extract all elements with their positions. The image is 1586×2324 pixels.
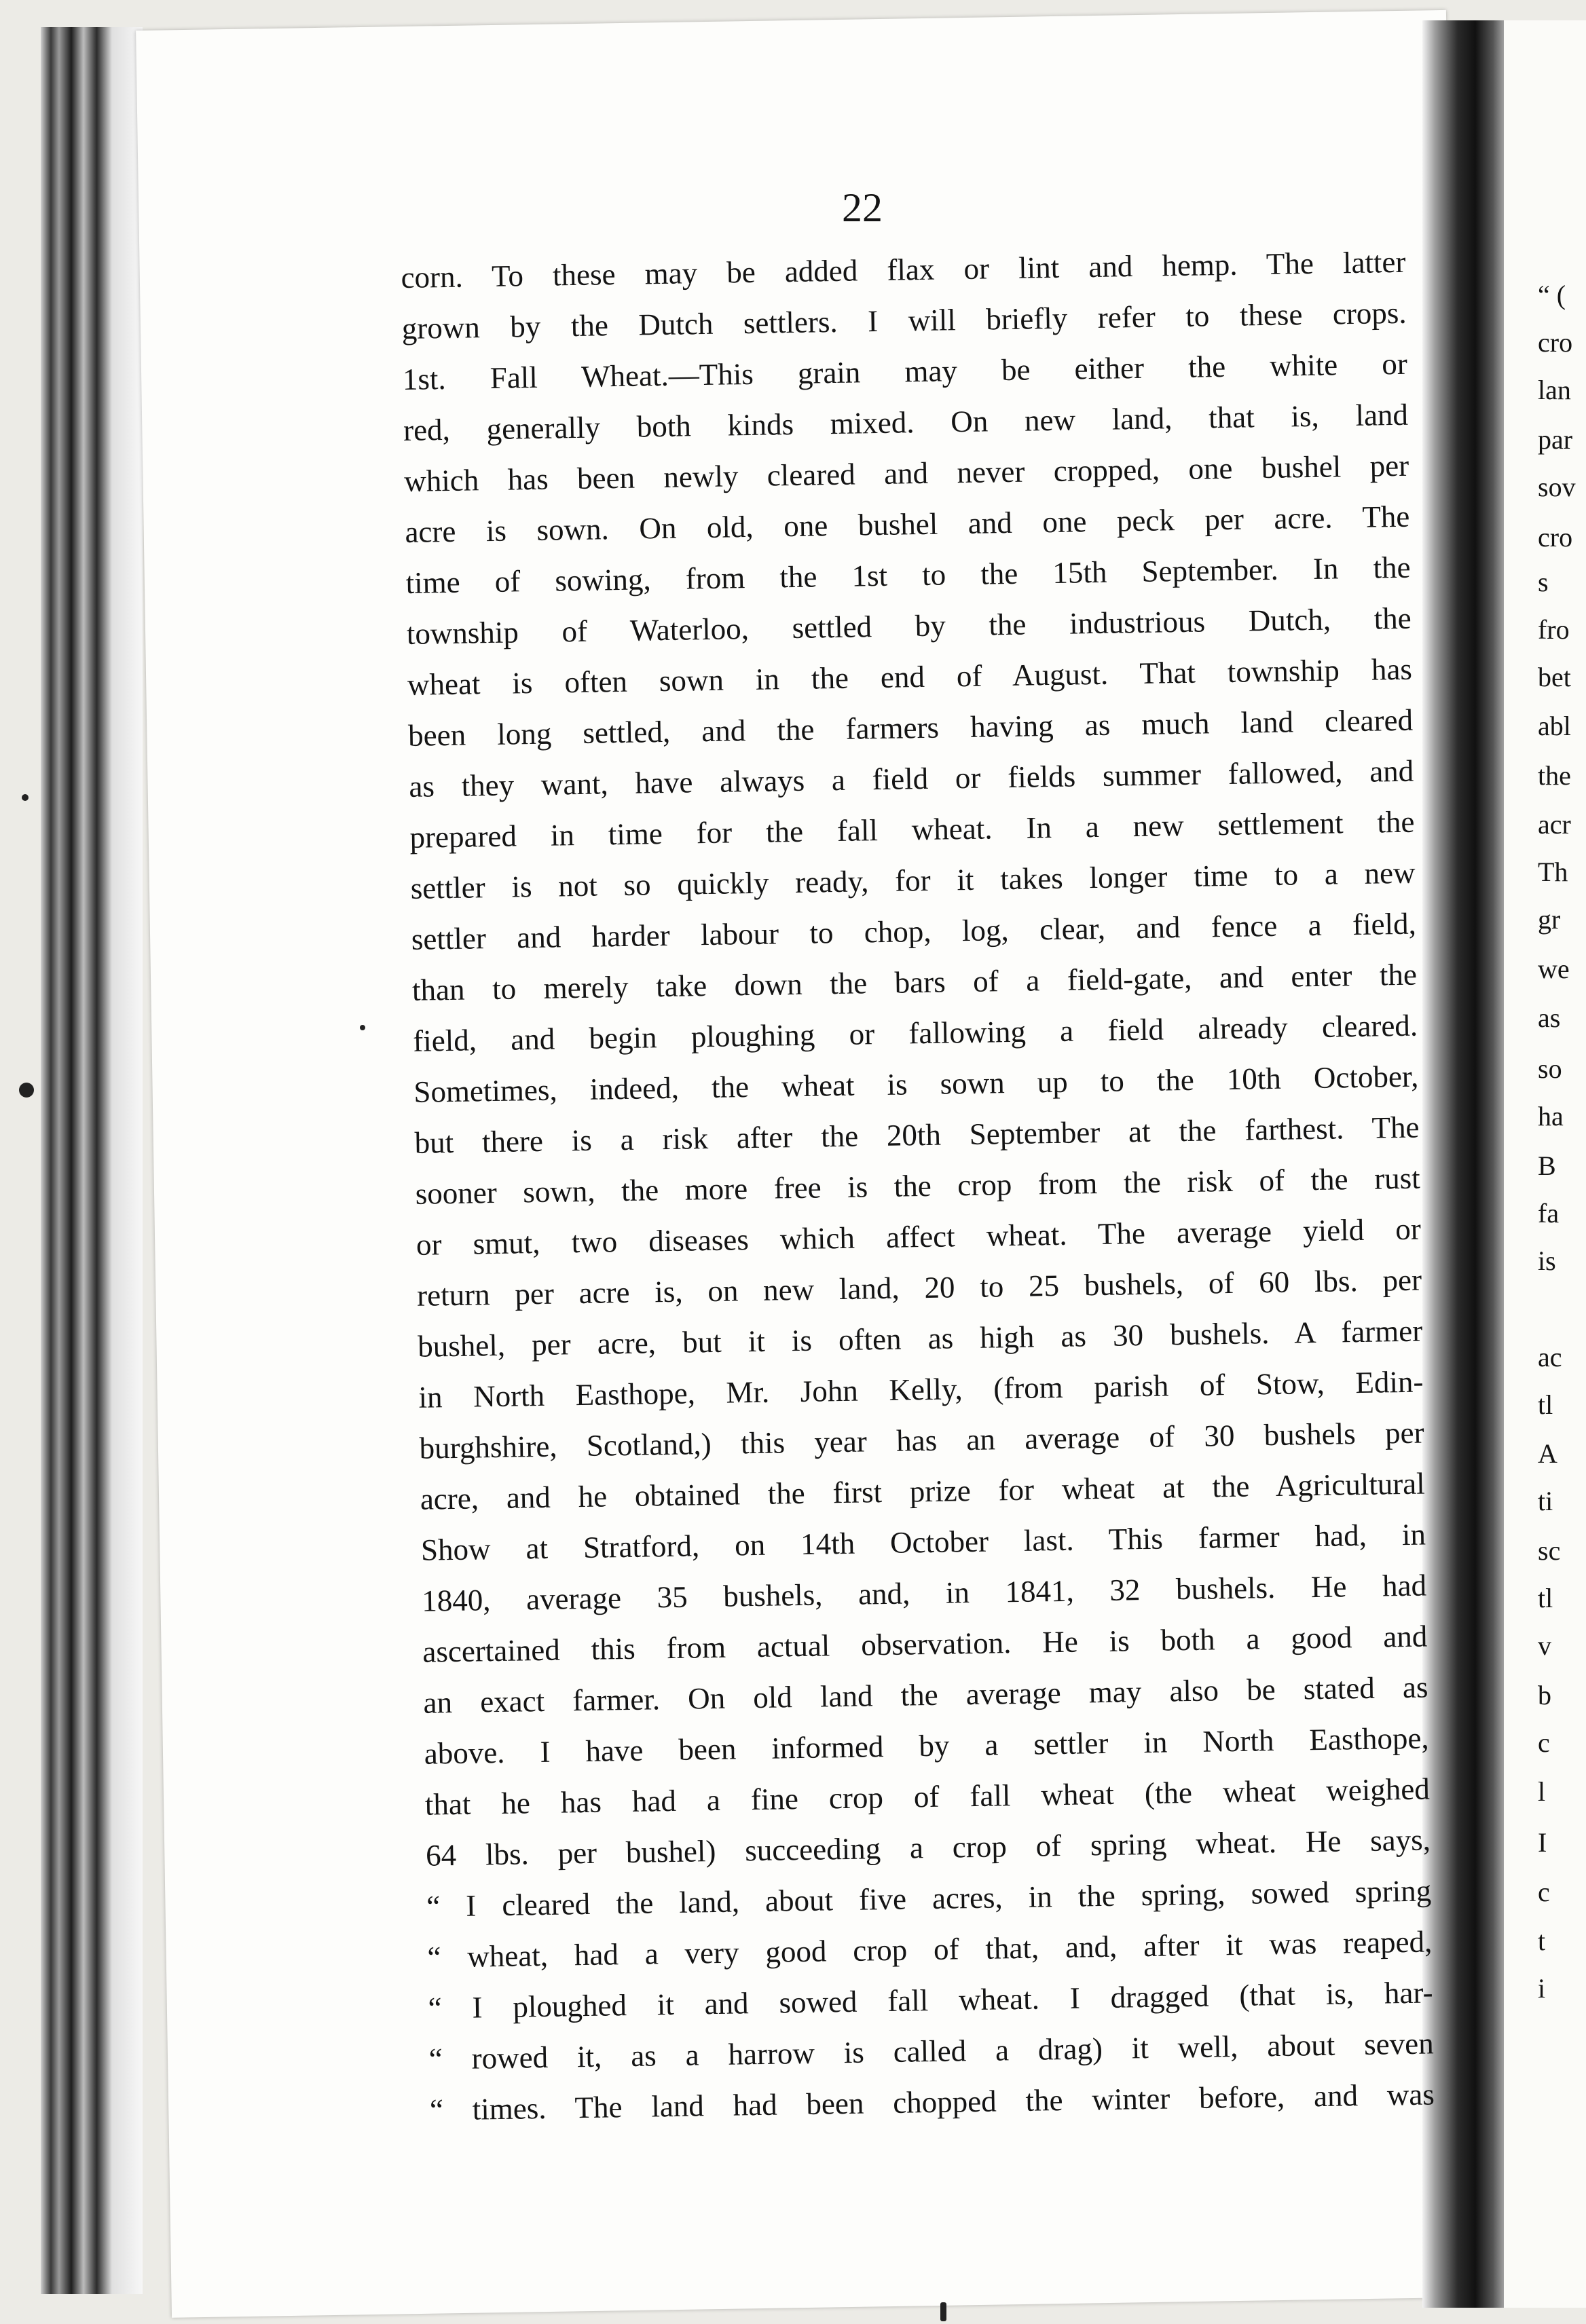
page-number: 22 xyxy=(842,185,883,230)
facing-line: ac xyxy=(1538,1342,1562,1372)
text-line: 1840, average 35 bushels, and, in 1841, 32 bushels. He had xyxy=(421,1568,1427,1618)
text-line: settler and harder labour to chop, log, clear, and fence a field, xyxy=(411,906,1417,956)
text-line: red, generally both kinds mixed. On new land, that is, land xyxy=(403,397,1409,447)
text-line: settler is not so quickly ready, for it takes longer time to a new xyxy=(410,855,1416,905)
facing-line: I xyxy=(1538,1827,1547,1858)
facing-line: as xyxy=(1538,1002,1561,1033)
facing-line: ti xyxy=(1538,1486,1553,1516)
text-line: burghshire, Scotland,) this year has an average of 30 bushels per xyxy=(419,1415,1424,1465)
text-line: which has been newly cleared and never cropped, one bushel per xyxy=(403,448,1409,498)
facing-line: tl xyxy=(1538,1583,1553,1613)
text-line: time of sowing, from the 1st to the 15th September. In the xyxy=(405,550,1411,600)
facing-line: sov xyxy=(1538,472,1576,502)
text-line: corn. To these may be added flax or lint and hemp. The latter xyxy=(401,244,1406,295)
facing-line: t xyxy=(1538,1926,1546,1956)
text-line: wheat is often sown in the end of August. That township has xyxy=(407,652,1413,702)
text-line: “ times. The land had been chopped the winter before, and was xyxy=(429,2077,1435,2127)
facing-line: b xyxy=(1538,1680,1551,1710)
text-line: 1st. Fall Wheat.—This grain may be either the white or xyxy=(402,346,1408,396)
text-line: township of Waterloo, settled by the industrious Dutch, the xyxy=(406,601,1412,651)
text-line: acre is sown. On old, one bushel and one peck per acre. The xyxy=(405,499,1410,549)
facing-line: gr xyxy=(1538,904,1561,935)
facing-line: par xyxy=(1538,424,1573,455)
text-line: ascertained this from actual observation. He is both a good and xyxy=(422,1619,1428,1669)
facing-line: i xyxy=(1538,1973,1546,2004)
facing-line: ha xyxy=(1538,1101,1564,1131)
facing-line: s xyxy=(1538,567,1549,597)
text-line: or smut, two diseases which affect wheat. The average yield or xyxy=(416,1212,1422,1262)
facing-line: v xyxy=(1538,1630,1551,1661)
text-line: field, and begin ploughing or fallowing a field already cleared. xyxy=(412,1008,1418,1058)
facing-line: cro xyxy=(1538,327,1573,358)
text-line: Sometimes, indeed, the wheat is sown up to the 10th October, xyxy=(413,1059,1419,1109)
text-line: acre, and he obtained the first prize for wheat at the Agricultural xyxy=(420,1466,1426,1516)
text-line: “ rowed it, as a harrow is called a drag) it well, about seven xyxy=(428,2026,1435,2076)
facing-line: is xyxy=(1538,1245,1556,1276)
text-line: an exact farmer. On old land the average may also be stated as xyxy=(423,1670,1428,1720)
facing-line: abl xyxy=(1538,711,1571,741)
text-line: that he has had a fine crop of fall wheat (the wheat weighed xyxy=(424,1772,1431,1822)
text-line: but there is a risk after the 20th September at the farthest. The xyxy=(414,1110,1420,1160)
facing-line: lan xyxy=(1538,375,1571,405)
facing-line: Th xyxy=(1538,857,1568,887)
text-line: than to merely take down the bars of a field-gate, and enter the xyxy=(411,957,1418,1007)
scan-speck xyxy=(940,2302,946,2321)
facing-line: so xyxy=(1538,1053,1562,1084)
text-line: grown by the Dutch settlers. I will briefly refer to these crops. xyxy=(401,295,1407,345)
text-line: prepared in time for the fall wheat. In a new settlement the xyxy=(409,804,1415,855)
facing-line: tl xyxy=(1538,1389,1553,1420)
facing-line: fa xyxy=(1538,1198,1560,1229)
text-line: bushel, per acre, but it is often as high as 30 bushels. A farmer xyxy=(417,1313,1423,1364)
text-line: Show at Stratford, on 14th October last. This farmer had, in xyxy=(420,1517,1426,1567)
facing-line: bet xyxy=(1538,662,1571,692)
facing-line: fro xyxy=(1538,614,1570,645)
facing-line: “ ( xyxy=(1538,280,1566,310)
text-line: above. I have been informed by a settler in North Easthope, xyxy=(424,1721,1429,1771)
facing-line: we xyxy=(1538,954,1570,984)
text-line: return per acre is, on new land, 20 to 25 bushels, of 60 lbs. per xyxy=(416,1262,1422,1313)
scan-speck xyxy=(22,794,29,801)
facing-line: B xyxy=(1538,1150,1556,1181)
facing-line: A xyxy=(1538,1438,1557,1469)
facing-line: c xyxy=(1538,1877,1550,1907)
facing-page-fragment xyxy=(1504,20,1586,2308)
text-line: “ wheat, had a very good crop of that, and, after it was reaped, xyxy=(427,1924,1433,1974)
facing-line: c xyxy=(1538,1727,1550,1758)
body-text xyxy=(401,237,1435,2136)
left-binding-gutter xyxy=(41,27,143,2294)
text-line: sooner sown, the more free is the crop from the risk of the rust xyxy=(415,1161,1420,1211)
text-line: 64 lbs. per bushel) succeeding a crop of spring wheat. He says, xyxy=(425,1822,1431,1873)
text-line: “ I ploughed it and sowed fall wheat. I dragged (that is, har- xyxy=(428,1975,1433,2025)
scan-speck xyxy=(360,1025,365,1030)
text-line: in North Easthope, Mr. John Kelly, (from parish of Stow, Edin- xyxy=(418,1364,1424,1414)
book-spine xyxy=(1422,20,1511,2308)
scan-speck xyxy=(19,1083,34,1098)
text-line: “ I cleared the land, about five acres, in the spring, sowed spring xyxy=(426,1873,1432,1924)
text-line: been long settled, and the farmers having as much land cleared xyxy=(407,702,1414,753)
facing-line: acr xyxy=(1538,809,1571,840)
facing-line: cro xyxy=(1538,522,1573,552)
facing-line: l xyxy=(1538,1776,1546,1807)
facing-line: the xyxy=(1538,760,1571,791)
facing-line: sc xyxy=(1538,1535,1561,1566)
text-line: as they want, have always a field or fields summer fallowed, and xyxy=(408,753,1414,804)
